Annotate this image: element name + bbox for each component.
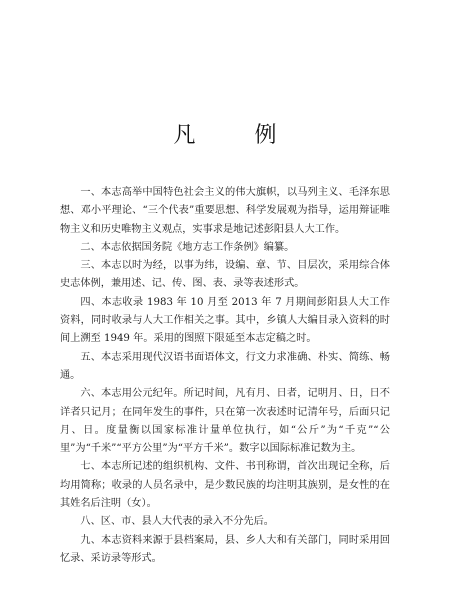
paragraph-2: 二、本志依据国务院《地方志工作条例》编纂。 bbox=[80, 241, 295, 253]
paragraph-1: 一、本志高举中国特色社会主义的伟大旗帜，以马列主义、毛泽东思想、邓小平理论、“三个代表”重要思想、科学发展观为指导，运用辩证唯物主义和历史唯物主义观点，实事求是地记述彭阳县人大工作。 bbox=[60, 187, 390, 235]
paragraph-7: 七、本志所记述的组织机构、文件、书刊称谓，首次出现记全称，后均用简称；收录的人员名录中，是少数民族的均注明其族别，是女性的在其姓名后注明（女）。 bbox=[60, 461, 390, 510]
document-body bbox=[60, 184, 390, 568]
page-title: 凡 例 bbox=[173, 123, 303, 148]
paragraph-5: 五、本志采用现代汉语书面语体文，行文力求准确、朴实、简练、畅通。 bbox=[60, 351, 390, 381]
paragraph-9: 九、本志资料来源于县档案局，县、乡人大和有关部门，同时采用回忆录、采访录等形式。 bbox=[60, 534, 390, 564]
paragraph-4: 四、本志收录 1983 年 10 月至 2013 年 7 月期间彭阳县人大工作资料，同时收录与人大工作相关之事。其中，乡镇人大编目录入资料的时间上溯至 1949 年。采用的图照下限延至本志定稿之时。 bbox=[60, 296, 390, 345]
paragraph-8: 八、区、市、县人大代表的录入不分先后。 bbox=[80, 516, 274, 528]
paragraph-3: 三、本志以时为经，以事为纬，设编、章、节、目层次，采用综合体史志体例，兼用述、记、传、图、表、录等表述形式。 bbox=[60, 260, 390, 290]
paragraph-6: 六、本志用公元纪年。所记时间，凡有月、日者，记明月、日，日不详者只记月；在同年发生的事件，只在第一次表述时记清年号，后面只记月、日。度量衡以国家标准计量单位执行，如“公斤”为“千克”“公里”为“千米”“平方公里”为“平方千米”。数字以国际标准记数为主。 bbox=[60, 388, 390, 455]
